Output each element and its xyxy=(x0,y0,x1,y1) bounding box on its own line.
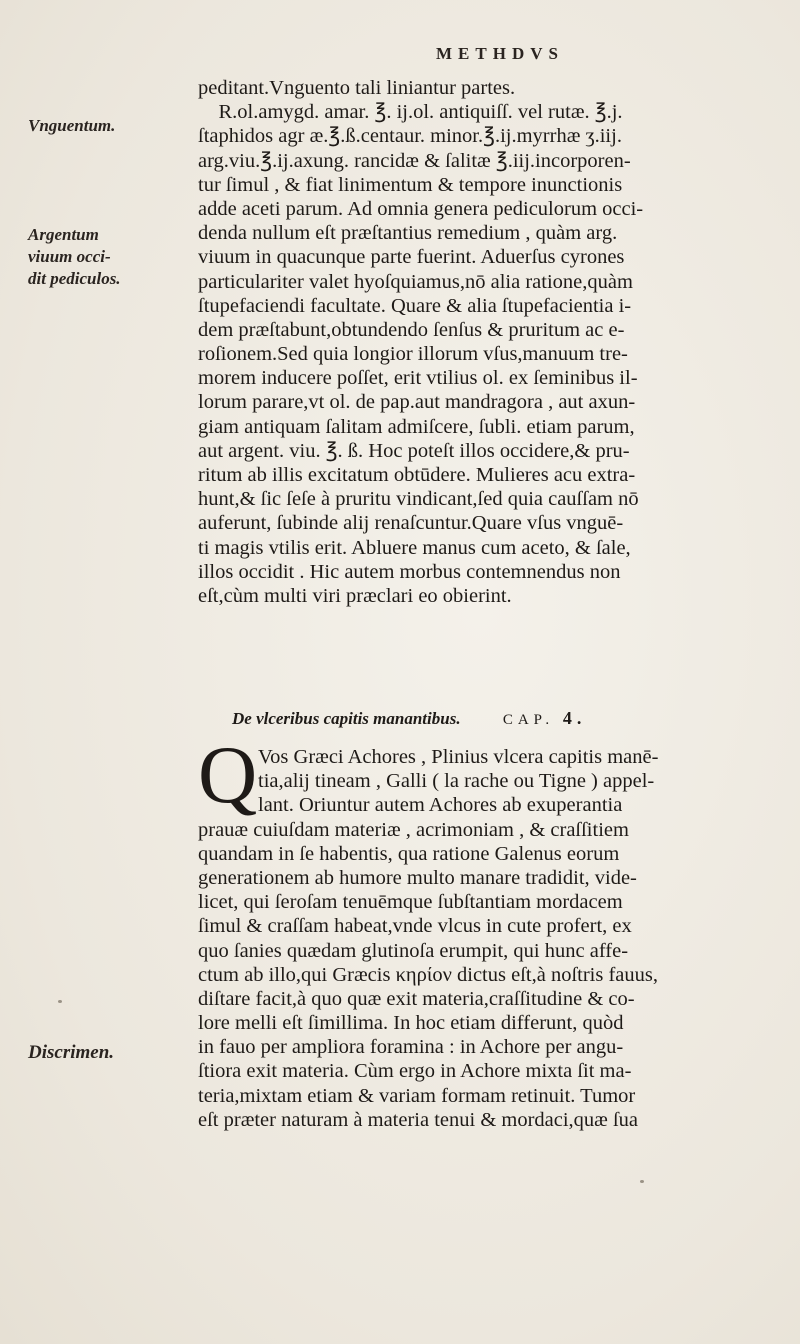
text-line: ctum ab illo,qui Græcis κηρίον dictus eſt,à noſtris fauus, xyxy=(198,963,658,986)
text-line: generationem ab humore multo manare tradidit, vide- xyxy=(198,866,637,889)
text-line: teria,mixtam etiam & variam formam retinuit. Tumor xyxy=(198,1084,636,1107)
text-line: ſtaphidos agr æ.℥.ß.centaur. minor.℥.ij.myrrhæ ʒ.iij. xyxy=(198,125,622,148)
chapter-number: 4. xyxy=(562,708,587,728)
text-line: diſtare facit,à quo quæ exit materia,craſſitudine & co- xyxy=(198,987,635,1010)
text-line: auferunt, ſubinde alij renaſcuntur.Quare vſus vnguē- xyxy=(198,512,624,535)
text-line: tur ſimul , & fiat linimentum & tempore inunctionis xyxy=(198,173,623,196)
text-line: ſimul & craſſam habeat,vnde vlcus in cute profert, ex xyxy=(198,915,632,938)
text-line: tia,alij tineam , Galli ( la rache ou Tigne ) appel- xyxy=(258,770,655,793)
text-line: licet, qui ſeroſam tenuēmque ſubſtantiam mordacem xyxy=(198,891,623,914)
paragraph-2 xyxy=(198,745,788,1132)
margin-note-line: Argentum xyxy=(28,225,99,244)
paragraph-1 xyxy=(198,76,788,608)
text-line: lorum parare,vt ol. de pap.aut mandragora , aut axun- xyxy=(198,391,636,414)
running-head: METHDVS xyxy=(436,44,564,63)
text-line: lant. Oriuntur autem Achores ab exuperantia xyxy=(258,794,623,817)
paper-speck xyxy=(640,1180,644,1183)
text-line: hunt,& ſic ſeſe à pruritu vindicant,ſed quia cauſſam nō xyxy=(198,488,639,511)
text-line: ritum ab illis excitatum obtūdere. Mulieres acu extra- xyxy=(198,464,636,486)
text-line: morem inducere poſſet, erit vtilius ol. ex ſeminibus il- xyxy=(198,367,638,390)
text-line: adde aceti parum. Ad omnia genera pediculorum occi- xyxy=(198,197,644,220)
chapter-heading xyxy=(232,704,752,732)
margin-note-discrimen xyxy=(28,1042,198,1064)
text-line: denda nullum eſt præſtantius remedium , quàm arg. xyxy=(198,222,618,245)
text-line: eſt,cùm multi viri præclari eo obierint. xyxy=(198,584,512,607)
text-line: quandam in ſe habentis, qua ratione Galenus eorum xyxy=(198,842,620,865)
text-line: illos occidit . Hic autem morbus contemnendus non xyxy=(198,560,621,583)
text-line: ſtupefaciendi facultate. Quare & alia ſtupefacientia i- xyxy=(198,294,632,317)
margin-note-argentum xyxy=(28,224,198,290)
margin-note-unguentum xyxy=(28,115,198,137)
margin-note-line: Discrimen. xyxy=(28,1042,115,1063)
text-line: eſt præter naturam à materia tenui & mordaci,quæ ſua xyxy=(198,1108,639,1131)
text-line: prauæ cuiuſdam materiæ , acrimoniam , & craſſitiem xyxy=(198,818,629,841)
margin-notes xyxy=(0,0,190,1344)
text-line: lore melli eſt ſimillima. In hoc etiam differunt, quòd xyxy=(198,1012,624,1035)
text-line: Vos Græci Achores , Plinius vlcera capitis manē- xyxy=(258,746,659,768)
paper-speck xyxy=(58,1000,62,1003)
text-line: viuum in quacunque parte fuerint. Aduerſus cyrones xyxy=(198,246,625,269)
text-line: arg.viu.℥.ij.axung. rancidæ & ſalitæ ℥.iij.incorporen- xyxy=(198,149,631,172)
text-line: dem præſtabunt,obtundendo ſenſus & pruritum ac e- xyxy=(198,318,625,341)
text-line: quo ſanies quædam glutinoſa erumpit, qui hunc affe- xyxy=(198,939,629,962)
text-line: ti magis vtilis erit. Abluere manus cum aceto, & ſale, xyxy=(198,536,631,559)
chapter-title: De vlceribus capitis manantibus. xyxy=(232,709,461,728)
text-line: roſionem.Sed quia longior illorum vſus,manuum tre- xyxy=(198,343,628,366)
text-line: particulariter valet hyoſquiamus,nō alia ratione,quàm xyxy=(198,270,633,293)
text-line: ſtiora exit materia. Cùm ergo in Achore mixta ſit ma- xyxy=(198,1060,632,1083)
drop-cap: Q xyxy=(198,729,258,820)
text-line: giam antiquam ſalitam admiſcere, ſubli. etiam parum, xyxy=(198,415,635,438)
margin-note-line: viuum occi- xyxy=(28,247,111,266)
text-line: aut argent. viu. ℥. ß. Hoc poteſt illos occidere,& pru- xyxy=(198,439,630,462)
margin-note-line: dit pediculos. xyxy=(28,269,121,288)
text-line: peditant.Vnguento tali liniantur partes. xyxy=(198,77,516,99)
chapter-cap-text: CAP. xyxy=(502,712,555,728)
margin-note-line: Vnguentum. xyxy=(28,116,116,135)
chapter-cap-label xyxy=(502,708,587,728)
text-line: in fauo per ampliora foramina : in Achore per angu- xyxy=(198,1036,624,1059)
text-line: R.ol.amygd. amar. ℥. ij.ol. antiquiſſ. vel rutæ. ℥.j. xyxy=(198,101,623,124)
